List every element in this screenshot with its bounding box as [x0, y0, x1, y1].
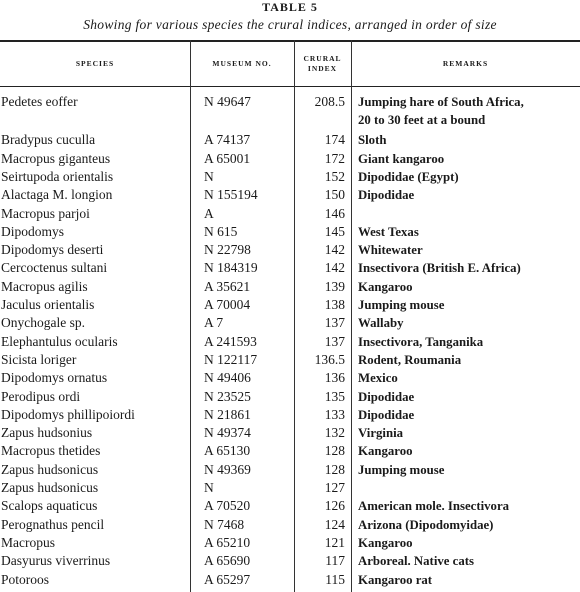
remarks-cell: Insectivora, Tanganika: [358, 334, 484, 349]
species-cell: Elephantulus ocularis: [1, 333, 118, 349]
museum-number-cell: A 65210: [204, 534, 251, 550]
remarks-cell: Dipodidae: [358, 188, 415, 203]
crural-index-cell: 128: [324, 443, 345, 459]
species-cell: Scalops aquaticus: [1, 498, 98, 514]
museum-number-cell: A 65690: [204, 553, 251, 569]
crural-index-cell: 172: [324, 150, 345, 166]
species-cell: Zapus hudsonius: [1, 425, 93, 441]
remarks-line: 20 to 30 feet at a bound: [358, 113, 486, 127]
crural-index-cell: 138: [324, 297, 345, 312]
remarks-cell: [358, 93, 524, 129]
species-cell: Macropus agilis: [1, 278, 88, 294]
header-crural-index: [294, 54, 351, 74]
crural-index-cell: 133: [324, 406, 345, 422]
species-cell: Dipodomys deserti: [1, 242, 104, 258]
crural-index-cell: 126: [324, 498, 345, 514]
column-divider-index: [351, 40, 352, 592]
remarks-cell: Kangaroo: [358, 444, 413, 459]
crural-index-cell: 115: [325, 571, 345, 587]
remarks-cell: Kangaroo: [358, 535, 413, 550]
crural-index-cell: 137: [324, 315, 345, 331]
museum-number-cell: N 122117: [204, 351, 258, 367]
top-rule: [0, 40, 580, 42]
species-cell: Seirtupoda orientalis: [1, 168, 114, 184]
crural-index-cell: 127: [324, 480, 345, 495]
museum-number-cell: N 49647: [204, 94, 251, 109]
crural-index-cell: 136.5: [314, 351, 345, 367]
remarks-cell: Jumping mouse: [358, 298, 445, 312]
species-cell: Macropus: [1, 534, 55, 550]
remarks-cell: Dipodidae (Egypt): [358, 169, 459, 184]
species-cell: Dipodomys phillipoiordi: [1, 406, 135, 422]
remarks-cell: Rodent, Roumania: [358, 352, 462, 367]
museum-number-cell: N 49406: [204, 370, 251, 386]
remarks-cell: Kangaroo rat: [358, 572, 433, 587]
crural-index-cell: 117: [325, 553, 345, 569]
column-divider-species: [190, 40, 191, 592]
museum-number-cell: A 35621: [204, 278, 251, 294]
header-crural-index-line1: CRURAL: [303, 54, 342, 63]
remarks-cell: Dipodidae: [358, 389, 415, 404]
museum-number-cell: A 65130: [204, 443, 251, 459]
remarks-cell: Giant kangaroo: [358, 151, 445, 166]
species-cell: Dipodomys: [1, 223, 65, 239]
remarks-cell: Dipodidae: [358, 407, 415, 422]
museum-number-cell: N 21861: [204, 406, 251, 422]
remarks-cell: Wallaby: [358, 316, 404, 331]
crural-index-cell: 150: [324, 187, 345, 203]
museum-number-cell: A 70004: [204, 297, 251, 312]
remarks-cell: Arizona (Dipodomyidae): [358, 517, 494, 532]
museum-number-cell: N 22798: [204, 242, 251, 258]
museum-number-cell: N 184319: [204, 260, 258, 276]
museum-number-cell: A 65297: [204, 571, 251, 587]
museum-number-cell: N 155194: [204, 187, 258, 203]
remarks-cell: Insectivora (British E. Africa): [358, 261, 521, 276]
header-museum-no: MUSEUM NO.: [212, 59, 272, 68]
species-cell: Cercoctenus sultani: [1, 260, 108, 276]
species-cell: Macropus thetides: [1, 443, 101, 459]
header-rule: [0, 86, 580, 87]
museum-number-cell: N 23525: [204, 388, 251, 404]
species-cell: Perognathus pencil: [1, 516, 105, 532]
species-cell: Pedetes eoffer: [1, 94, 78, 109]
table-title: TABLE 5: [262, 0, 318, 14]
museum-number-cell: N 49374: [204, 425, 251, 441]
museum-number-cell: A 7: [204, 315, 224, 331]
species-cell: Sicista loriger: [1, 351, 77, 367]
museum-number-cell: A 70520: [204, 498, 251, 514]
crural-index-cell: 135: [324, 388, 345, 404]
crural-index-cell: 208.5: [314, 94, 345, 109]
museum-number-cell: A 74137: [204, 132, 251, 148]
species-cell: Onychogale sp.: [1, 315, 85, 331]
museum-number-cell: N: [204, 168, 214, 184]
remarks-cell: American mole. Insectivora: [358, 499, 510, 514]
species-cell: Macropus parjoi: [1, 205, 90, 221]
museum-number-cell: N 7468: [204, 516, 245, 532]
species-cell: Dasyurus viverrinus: [1, 553, 111, 569]
remarks-cell: West Texas: [358, 224, 419, 239]
header-species: SPECIES: [75, 59, 115, 68]
crural-index-cell: 142: [324, 242, 345, 258]
species-cell: Jaculus orientalis: [1, 297, 95, 312]
crural-index-cell: 139: [324, 278, 345, 294]
species-cell: Zapus hudsonicus: [1, 461, 99, 477]
species-cell: Bradypus cuculla: [1, 132, 96, 148]
crural-index-cell: 137: [324, 333, 345, 349]
museum-number-cell: A 65001: [204, 150, 251, 166]
crural-index-cell: 152: [324, 168, 345, 184]
species-cell: Potoroos: [1, 571, 50, 587]
remarks-cell: Arboreal. Native cats: [358, 554, 474, 569]
crural-index-cell: 121: [324, 534, 345, 550]
crural-index-cell: 124: [324, 516, 345, 532]
remarks-line: Jumping hare of South Africa,: [358, 95, 524, 109]
remarks-cell: Kangaroo: [358, 279, 413, 294]
museum-number-cell: A 241593: [204, 333, 257, 349]
remarks-cell: Jumping mouse: [358, 462, 445, 477]
header-crural-index-line2: INDEX: [307, 64, 338, 73]
crural-index-cell: 128: [324, 461, 345, 477]
header-remarks: REMARKS: [442, 59, 489, 68]
table-caption: Showing for various species the crural indices, arranged in order of size: [83, 17, 497, 32]
crural-index-cell: 136: [324, 370, 345, 386]
crural-index-cell: 174: [324, 132, 345, 148]
museum-number-cell: N: [204, 480, 214, 495]
museum-number-cell: N 49369: [204, 461, 251, 477]
crural-index-cell: 132: [324, 425, 345, 441]
crural-index-cell: 146: [324, 205, 345, 221]
species-cell: Macropus giganteus: [1, 150, 111, 166]
species-cell: Zapus hudsonicus: [1, 480, 99, 495]
crural-index-cell: 145: [324, 223, 345, 239]
museum-number-cell: N 615: [204, 223, 238, 239]
remarks-cell: Sloth: [358, 133, 387, 148]
museum-number-cell: A: [204, 205, 214, 221]
remarks-cell: Mexico: [358, 371, 398, 386]
species-cell: Perodipus ordi: [1, 388, 81, 404]
remarks-cell: Virginia: [358, 426, 404, 441]
remarks-cell: Whitewater: [358, 243, 423, 258]
species-cell: Dipodomys ornatus: [1, 370, 108, 386]
crural-index-cell: 142: [324, 260, 345, 276]
species-cell: Alactaga M. longion: [1, 187, 113, 203]
